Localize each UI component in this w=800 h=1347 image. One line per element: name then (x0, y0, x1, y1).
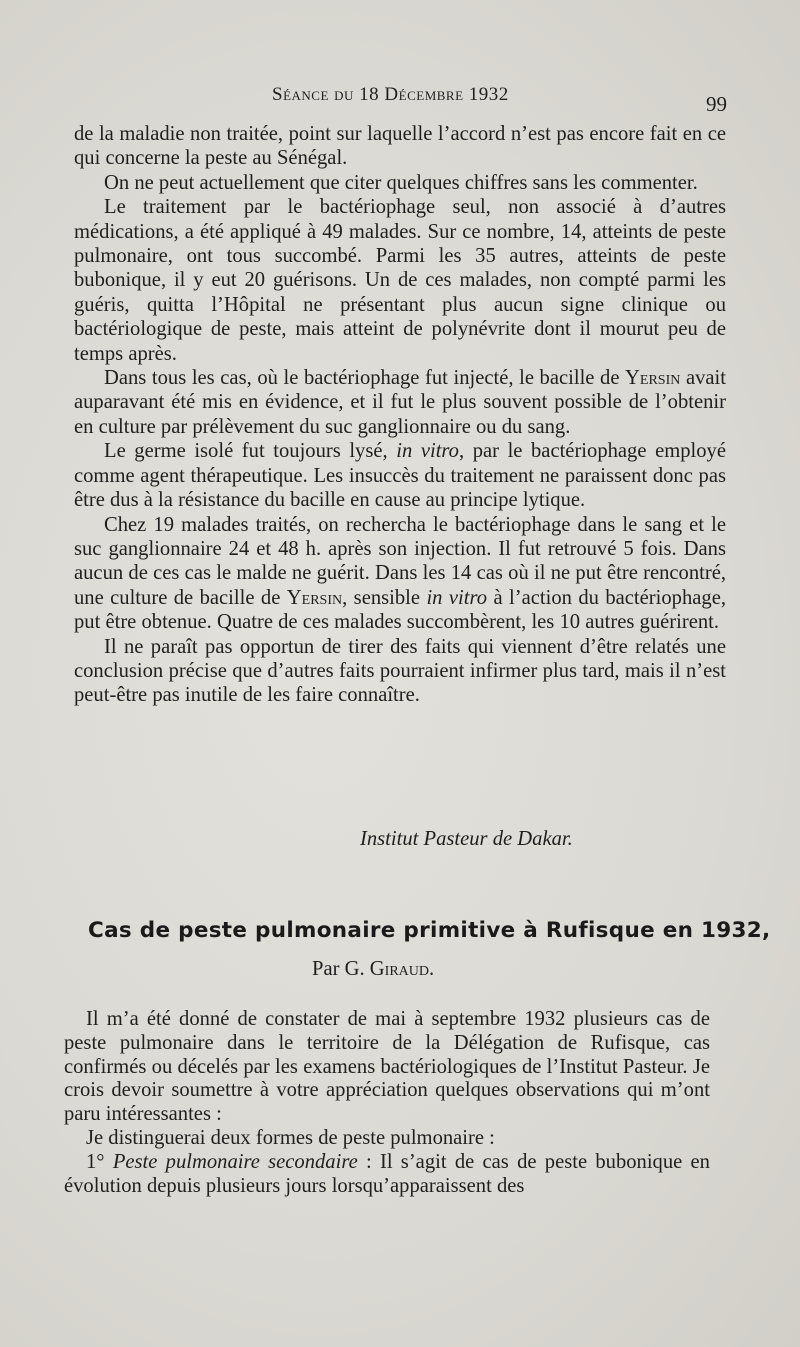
paragraph-5-text-b: , par le bactériophage employé comme agent thérapeutique. Les insuccès du traitement ne paraissent donc pas être dus à la résistance du bacille en cause au principe lytique. (74, 440, 726, 512)
byline-prefix: Par G. (312, 958, 365, 980)
italic-in-vitro-2: in vitro (426, 586, 488, 609)
running-head (0, 80, 800, 116)
article-2-paragraph-3-rest: : Il s’agit de cas de peste bubonique en évolution depuis plusieurs jours lorsqu’apparaissent des (64, 1150, 710, 1197)
paragraph-7: Il ne paraît pas opportun de tirer des faits qui viennent d’être relatés une conclusion précise que d’autres faits pourraient infirmer plus tard, mais il n’est peut-être pas inutile de les faire connaître. (74, 635, 726, 707)
paragraph-6-text-c: à l’action du bactériophage, put être obtenue. Quatre de ces malades succombèrent, les 10 autres guérirent. (74, 586, 726, 634)
paragraph-6-text-a: Chez 19 malades traités, on rechercha le bactériophage dans le sang et le suc ganglionnaire 24 et 48 h. après son injection. Il fut retrouvé 5 fois. Dans aucun de ces cas le malde ne guérit. Dans les 14 cas où il ne put être rencontré, une culture de bacille de (74, 513, 726, 609)
italic-in-vitro: in vitro (396, 440, 459, 463)
list-number: 1° (86, 1150, 105, 1173)
article-2-byline (312, 958, 434, 981)
article-2-title: Cas de peste pulmonaire primitive à Rufisque en 1932, (88, 918, 771, 943)
page-number: 99 (706, 92, 727, 116)
article-2-body (64, 1008, 710, 1198)
paragraph-4 (74, 366, 726, 439)
byline-author-name: Giraud (369, 958, 429, 980)
institution-signature: Institut Pasteur de Dakar. (360, 828, 573, 850)
paragraph-4-text-b: avait auparavant été mis en évidence, et il fut le plus souvent possible de l’obtenir en culture par prélèvement du suc ganglionnaire ou du sang. (74, 367, 726, 438)
paragraph-3: Le traitement par le bactériophage seul, non associé à d’autres médications, a été appliqué à 49 malades. Sur ce nombre, 14, atteints de peste pulmonaire, ont tous succombé. Parmi les 35 autres, atteints de peste bubonique, il y eut 20 guérisons. Un de ces malades, non compté parmi les guéris, quitta l’Hôpital ne présentant plus aucun signe clinique ou bactériologique de peste, mais atteint de polynévrite dont il mourut peu de temps après. (74, 196, 726, 365)
byline-suffix: . (429, 958, 435, 980)
article-2-paragraph-1: Il m’a été donné de constater de mai à septembre 1932 plusieurs cas de peste pulmonaire dans le territoire de la Délégation de Rufisque, cas confirmés ou décelés par les examens bactériologiques de l’Institut Pasteur. Je crois devoir soumettre à votre appréciation quelques observations qui m’ont paru intéressantes : (64, 1008, 710, 1126)
paragraph-5-text-a: Le germe isolé fut toujours lysé, (104, 440, 388, 463)
author-name-yersin: Yersin (625, 367, 681, 390)
paragraph-5 (74, 439, 726, 512)
author-name-yersin-2: Yersin (286, 586, 343, 609)
article-2-paragraph-3 (64, 1151, 710, 1199)
italic-heading: Peste pulmonaire secondaire (112, 1150, 358, 1173)
paragraph-4-text-a: Dans tous les cas, où le bactériophage fut injecté, le bacille de (104, 367, 620, 390)
paragraph-6 (74, 513, 726, 635)
running-title: Séance du 18 Décembre 1932 (272, 84, 509, 105)
article-2-paragraph-2: Je distinguerai deux formes de peste pulmonaire : (86, 1126, 495, 1149)
paragraph-1: de la maladie non traitée, point sur laquelle l’accord n’est pas encore fait en ce qui concerne la peste au Sénégal. (74, 123, 726, 170)
paragraph-6-text-b: , sensible (342, 586, 421, 609)
paragraph-2: On ne peut actuellement que citer quelques chiffres sans les commenter. (104, 171, 698, 194)
article-1-body (74, 122, 726, 708)
